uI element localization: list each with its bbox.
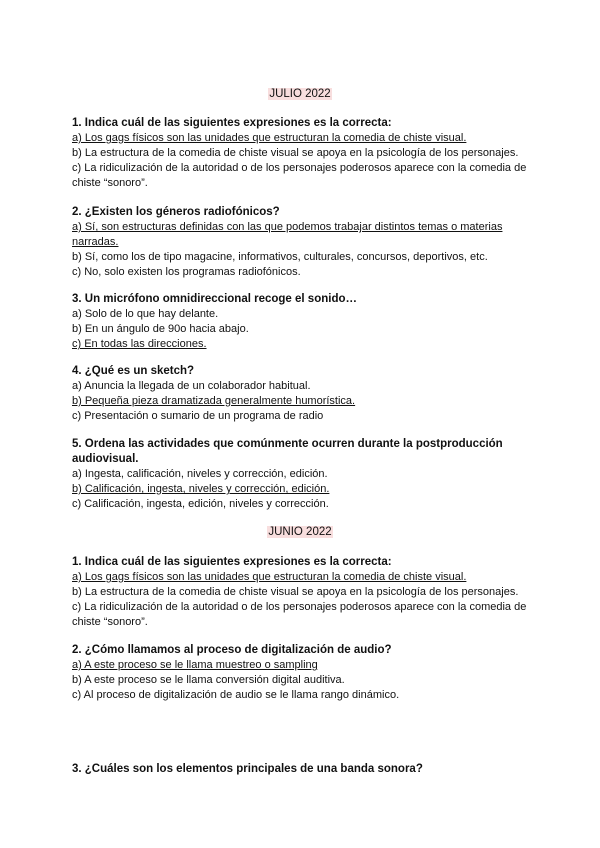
question-text: 4. ¿Qué es un sketch? [72,365,195,377]
answer-option: c) Presentación o sumario de un programa de radio [72,410,324,422]
answer-option: b) En un ángulo de 90o hacia abajo. [72,323,249,335]
question-block [72,762,532,777]
question-block [72,555,532,630]
answer-option: b) Sí, como los de tipo magacine, informativos, culturales, concursos, deportivos, etc. [72,251,488,263]
question-text: 1. Indica cuál de las siguientes expresiones es la correcta: [72,556,392,568]
question-block [72,364,532,424]
answer-option-correct: c) En todas las direcciones. [72,338,207,350]
answer-option: a) Ingesta, calificación, niveles y corrección, edición. [72,468,328,480]
answer-option: a) Anuncia la llegada de un colaborador habitual. [72,380,311,392]
question-block [72,437,532,512]
answer-option: b) La estructura de la comedia de chiste visual se apoya en la psicología de los personajes. [72,147,519,159]
answer-option: b) A este proceso se le llama conversión digital auditiva. [72,674,345,686]
answer-option: c) No, solo existen los programas radiofónicos. [72,266,301,278]
answer-option-correct: a) Los gags físicos son las unidades que estructuran la comedia de chiste visual. [72,571,467,583]
question-block [72,643,532,703]
answer-option: a) Solo de lo que hay delante. [72,308,219,320]
question-text: 3. ¿Cuáles son los elementos principales de una banda sonora? [72,763,423,775]
heading-text: JUNIO 2022 [268,526,332,538]
answer-option-correct: b) Pequeña pieza dramatizada generalmente humorística. [72,395,356,407]
question-text: 3. Un micrófono omnidireccional recoge el sonido… [72,293,357,305]
answer-option-correct: a) Sí, son estructuras definidas con las que podemos trabajar distintos temas o materias narradas. [72,221,503,248]
section-heading-junio [0,526,600,538]
answer-option: c) Al proceso de digitalización de audio se le llama rango dinámico. [72,689,400,701]
answer-option-correct: a) Los gags físicos son las unidades que estructuran la comedia de chiste visual. [72,132,467,144]
question-text: 5. Ordena las actividades que comúnmente ocurren durante la postproducción audiovisual. [72,438,503,465]
section-heading-julio [0,88,600,100]
question-text: 2. ¿Existen los géneros radiofónicos? [72,206,280,218]
question-text: 2. ¿Cómo llamamos al proceso de digitalización de audio? [72,644,392,656]
answer-option: b) La estructura de la comedia de chiste visual se apoya en la psicología de los personajes. [72,586,519,598]
answer-option: c) La ridiculización de la autoridad o de los personajes poderosos aparece con la comedia de chiste “sonoro”. [72,601,527,628]
heading-text: JULIO 2022 [269,88,331,100]
question-block [72,205,532,280]
question-text: 1. Indica cuál de las siguientes expresiones es la correcta: [72,117,392,129]
question-block [72,292,532,352]
answer-option: c) La ridiculización de la autoridad o de los personajes poderosos aparece con la comedia de chiste “sonoro”. [72,162,527,189]
question-block [72,116,532,191]
answer-option-correct: a) A este proceso se le llama muestreo o sampling [72,659,318,671]
answer-option: c) Calificación, ingesta, edición, niveles y corrección. [72,498,329,510]
answer-option-correct: b) Calificación, ingesta, niveles y corrección, edición. [72,483,330,495]
